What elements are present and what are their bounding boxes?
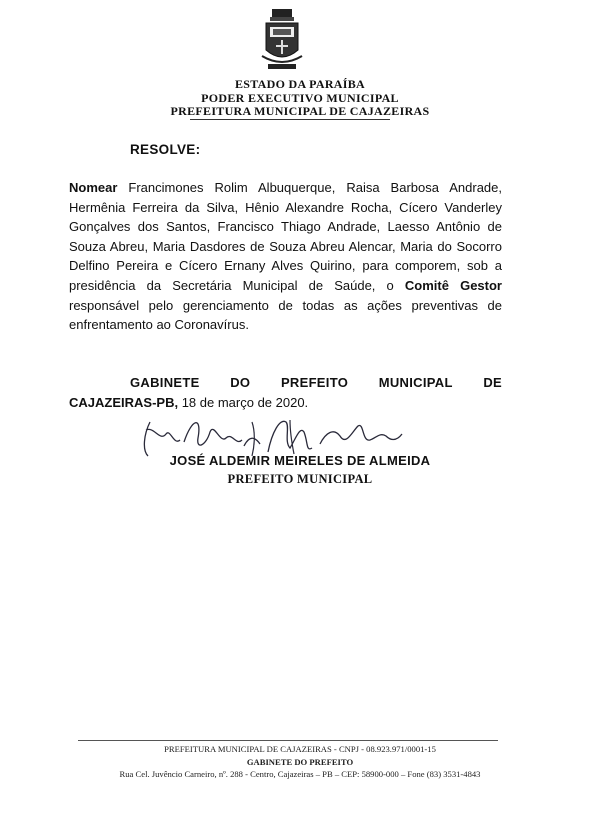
closing-date: 18 de março de 2020. (178, 394, 309, 410)
closing-block (69, 373, 502, 412)
closing-word: DE (483, 375, 502, 390)
paragraph-text-2: responsável pelo gerenciamento de todas as ações preventivas de enfrentamento ao Coronavírus. (69, 297, 502, 333)
document-footer (0, 743, 600, 781)
header-divider (190, 119, 390, 120)
committee-name: Comitê Gestor (404, 277, 502, 293)
closing-word: MUNICIPAL (378, 375, 453, 390)
footer-entity: PREFEITURA MUNICIPAL DE CAJAZEIRAS - CNPJ - 08.923.971/0001-15 (164, 744, 436, 754)
closing-city: CAJAZEIRAS-PB, (69, 394, 179, 410)
signer-name: JOSÉ ALDEMIR MEIRELES DE ALMEIDA (169, 453, 431, 468)
coat-of-arms-icon (260, 8, 304, 74)
header-municipality: PREFEITURA MUNICIPAL DE CAJAZEIRAS (170, 104, 430, 118)
signer-role: PREFEITO MUNICIPAL (227, 472, 373, 486)
footer-divider (78, 740, 498, 741)
closing-word: PREFEITO (280, 375, 349, 390)
lead-word: Nomear (69, 180, 118, 195)
footer-address: Rua Cel. Juvêncio Carneiro, nº. 288 - Centro, Cajazeiras – PB – CEP: 58900-000 – Fone (83) 3531-4843 (119, 769, 481, 779)
closing-line (69, 373, 502, 393)
closing-word: GABINETE (130, 375, 200, 390)
header-state: ESTADO DA PARAÍBA (234, 77, 365, 91)
closing-word: DO (230, 375, 251, 390)
footer-office: GABINETE DO PREFEITO (246, 756, 354, 767)
document-header (0, 78, 600, 119)
resolution-paragraph (69, 178, 502, 335)
date-line (69, 393, 502, 413)
resolve-heading: RESOLVE: (130, 142, 201, 157)
paragraph-text-1: Francimones Rolim Albuquerque, Raisa Barbosa Andrade, Hermênia Ferreira da Silva, Hênio Alexandre Rocha, Cícero Vanderley Gonçalves dos Santos, Francisco Thiago Andrade, Laesso Antônio de Souza Abreu, Maria Dasdores de Souza Abreu Alencar, Maria do Socorro Delfino Pereira e Cícero Ernany Alves Quirino, para comporem, sob a presidência da Secretária Municipal de Saúde, o (69, 180, 502, 293)
header-executive: PODER EXECUTIVO MUNICIPAL (201, 90, 399, 105)
